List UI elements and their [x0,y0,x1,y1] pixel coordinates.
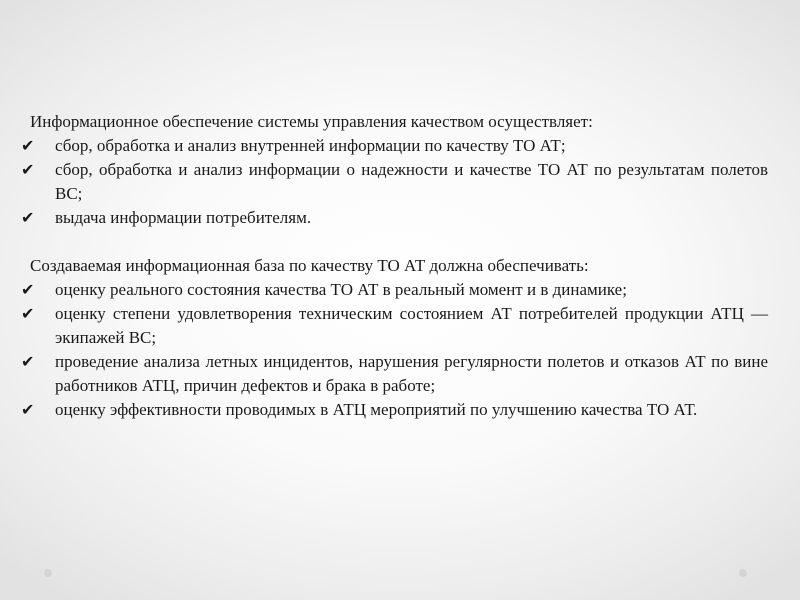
list-item [20,398,768,422]
list-item [20,278,768,302]
list-item [20,158,768,206]
corner-dot-left [44,569,52,577]
section1-intro: Информационное обеспечение системы управления качеством осуществляет: [30,112,593,131]
checkmark-icon: ✔ [21,352,35,371]
list-item [20,350,768,398]
list-item-text: проведение анализа летных инцидентов, нарушения регулярности полетов и отказов АТ по вине работников АТЦ, причин дефектов и брака в работе; [55,352,768,395]
list-item-text: оценку реального состояния качества ТО АТ в реальный момент и в динамике; [55,280,627,299]
section2-intro: Создаваемая информационная база по качеству ТО АТ должна обеспечивать: [30,256,589,275]
section-spacer [20,230,768,254]
list-item-text: оценку эффективности проводимых в АТЦ мероприятий по улучшению качества ТО АТ. [55,400,698,419]
list-item-text: оценку степени удовлетворения техническим состоянием АТ потребителей продукции АТЦ — экипажей ВС; [55,304,768,347]
corner-dot-right [739,569,747,577]
list-item-text: сбор, обработка и анализ внутренней информации по качеству ТО АТ; [55,136,566,155]
section1-list [20,134,768,230]
slide-content [20,110,768,422]
checkmark-icon: ✔ [21,280,35,299]
list-item-text: выдача информации потребителям. [55,208,312,227]
list-item [20,302,768,350]
checkmark-icon: ✔ [21,208,35,227]
list-item [20,134,768,158]
checkmark-icon: ✔ [21,136,35,155]
list-item [20,206,768,230]
list-item-text: сбор, обработка и анализ информации о надежности и качестве ТО АТ по результатам полетов ВС; [55,160,768,203]
section2-list [20,278,768,422]
checkmark-icon: ✔ [21,400,35,419]
checkmark-icon: ✔ [21,304,35,323]
checkmark-icon: ✔ [21,160,35,179]
